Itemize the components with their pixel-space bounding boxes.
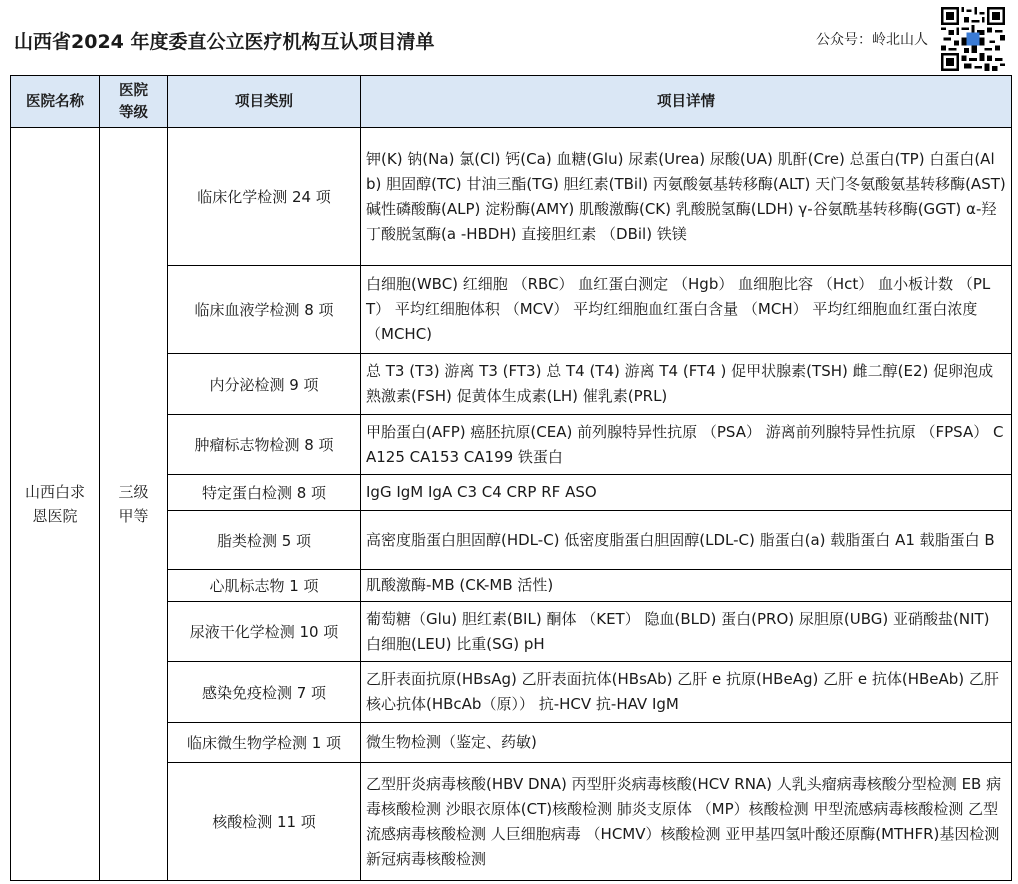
hospital-level-cell <box>100 128 168 881</box>
detail-cell: 总 T3 (T3) 游离 T3 (FT3) 总 T4 (T4) 游离 T4 (FT4 ) 促甲状腺素(TSH) 雌二醇(E2) 促卵泡成熟激素(FSH) 促黄体生成素(LH) 催乳素(PRL) <box>361 354 1012 415</box>
hospital-name: 山西白求恩医院 <box>24 483 85 525</box>
column-header <box>100 76 168 128</box>
column-header: 医院名称 <box>11 76 100 128</box>
table-header-row <box>11 76 1012 128</box>
category-cell: 内分泌检测 9 项 <box>168 354 361 415</box>
column-header: 项目详情 <box>361 76 1012 128</box>
table-row <box>11 128 1012 266</box>
detail-cell: 甲胎蛋白(AFP) 癌胚抗原(CEA) 前列腺特异性抗原 （PSA） 游离前列腺特异性抗原 （FPSA） CA125 CA153 CA199 铁蛋白 <box>361 415 1012 475</box>
category-cell: 临床微生物学检测 1 项 <box>168 723 361 763</box>
detail-cell: 钾(K) 钠(Na) 氯(Cl) 钙(Ca) 血糖(Glu) 尿素(Urea) 尿酸(UA) 肌酐(Cre) 总蛋白(TP) 白蛋白(Alb) 胆固醇(TC) 甘油三酯(TG) 胆红素(TBil) 丙氨酸氨基转移酶(ALT) 天门冬氨酸氨基转移酶(AST) 碱性磷酸酶(ALP) 淀粉酶(AMY) 肌酸激酶(CK) 乳酸脱氢酶(LDH) γ-谷氨酰基转移酶(GGT) α-羟丁酸脱氢酶(a -HBDH) 直接胆红素 （DBil) 铁镁 <box>361 128 1012 266</box>
page-title: 山西省2024 年度委直公立医疗机构互认项目清单 <box>14 31 435 53</box>
category-cell: 尿液干化学检测 10 项 <box>168 602 361 662</box>
account-label: 公众号：岭北山人 <box>816 32 928 48</box>
column-header: 项目类别 <box>168 76 361 128</box>
category-cell: 心肌标志物 1 项 <box>168 570 361 602</box>
detail-cell: 白细胞(WBC) 红细胞 （RBC） 血红蛋白测定 （Hgb） 血细胞比容 （Hct） 血小板计数 （PLT） 平均红细胞体积 （MCV） 平均红细胞血红蛋白含量 （MCH） 平均红细胞血红蛋白浓度 （MCHC) <box>361 266 1012 354</box>
detail-cell: IgG IgM IgA C3 C4 CRP RF ASO <box>361 475 1012 511</box>
detail-cell: 高密度脂蛋白胆固醇(HDL-C) 低密度脂蛋白胆固醇(LDL-C) 脂蛋白(a) 载脂蛋白 A1 载脂蛋白 B <box>361 511 1012 570</box>
detail-cell: 乙肝表面抗原(HBsAg) 乙肝表面抗体(HBsAb) 乙肝 e 抗原(HBeAg) 乙肝 e 抗体(HBeAb) 乙肝核心抗体(HBcAb（原）） 抗-HCV 抗-HAV IgM <box>361 662 1012 723</box>
detail-cell: 葡萄糖（Glu) 胆红素(BIL) 酮体 （KET） 隐血(BLD) 蛋白(PRO) 尿胆原(UBG) 亚硝酸盐(NIT) 白细胞(LEU) 比重(SG) pH <box>361 602 1012 662</box>
category-cell: 脂类检测 5 项 <box>168 511 361 570</box>
category-cell: 临床化学检测 24 项 <box>168 128 361 266</box>
category-cell: 特定蛋白检测 8 项 <box>168 475 361 511</box>
category-cell: 感染免疫检测 7 项 <box>168 662 361 723</box>
hospital-name-cell <box>11 128 100 881</box>
detail-cell: 微生物检测（鉴定、药敏) <box>361 723 1012 763</box>
level-header-text: 医院等级 <box>119 82 148 121</box>
category-cell: 肿瘤标志物检测 8 项 <box>168 415 361 475</box>
hospital-level: 三级甲等 <box>118 483 149 525</box>
category-cell: 临床血液学检测 8 项 <box>168 266 361 354</box>
category-cell: 核酸检测 11 项 <box>168 763 361 881</box>
detail-cell: 乙型肝炎病毒核酸(HBV DNA) 丙型肝炎病毒核酸(HCV RNA) 人乳头瘤病毒核酸分型检测 EB 病毒核酸检测 沙眼衣原体(CT)核酸检测 肺炎支原体 （MP）核酸检测 甲型流感病毒核酸检测 乙型流感病毒核酸检测 人巨细胞病毒 （HCMV）核酸检测 亚甲基四氢叶酸还原酶(MTHFR)基因检测 新冠病毒核酸检测 <box>361 763 1012 881</box>
detail-cell: 肌酸激酶-MB (CK-MB 活性) <box>361 570 1012 602</box>
project-table <box>10 75 1012 881</box>
qr-code-icon <box>941 7 1005 71</box>
